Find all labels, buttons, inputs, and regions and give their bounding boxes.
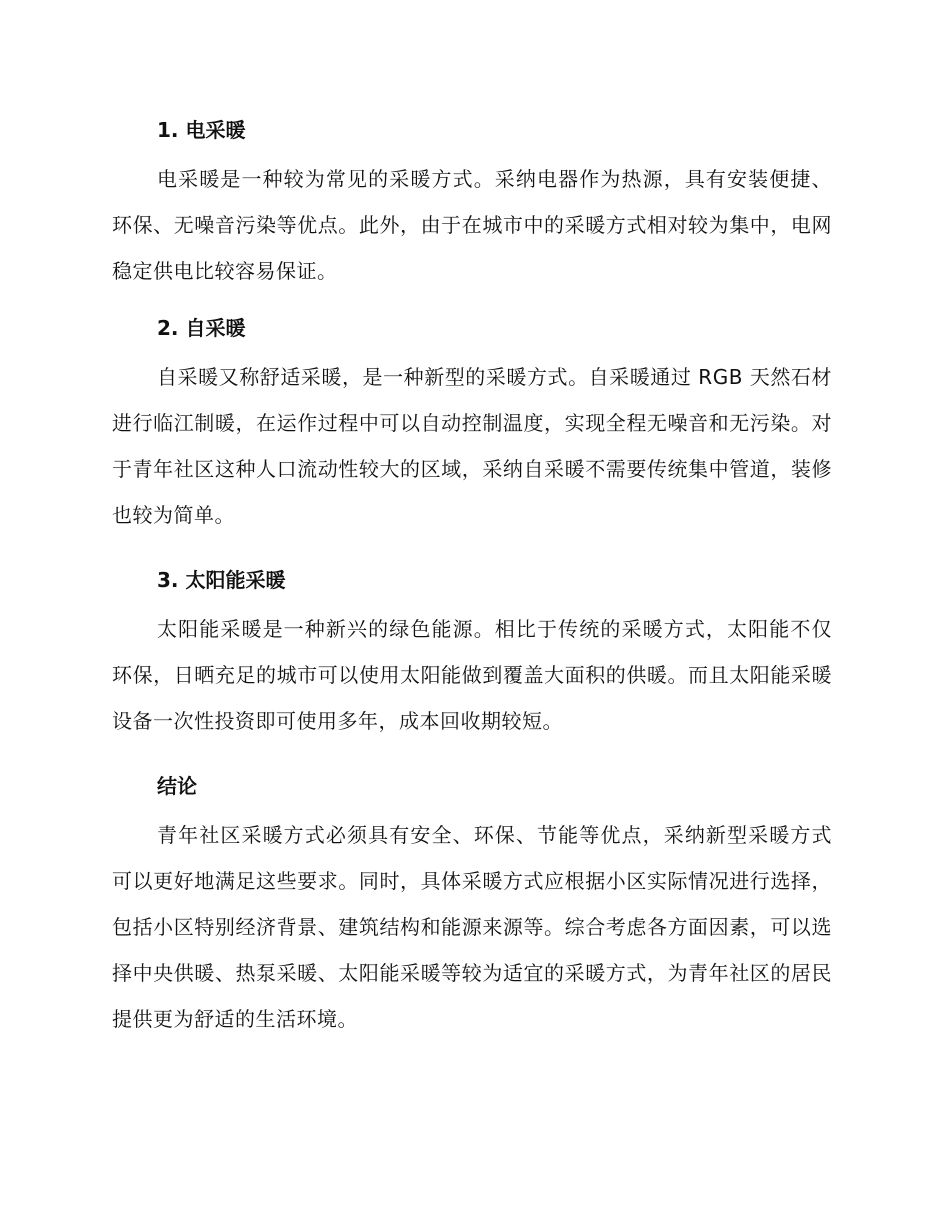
section-solar-heating (112, 562, 832, 762)
section-heading: 结论 (157, 774, 197, 798)
section-heading: 1. 电采暖 (157, 118, 246, 142)
section-paragraph: 电采暖是一种较为常见的采暖方式。采纳电器作为热源，具有安装便捷、环保、无噪音污染等优点。此外，由于在城市中的采暖方式相对较为集中，电网稳定供电比较容易保证。 (112, 167, 832, 283)
section-electric-heating (112, 112, 832, 312)
section-heading: 3. 太阳能采暖 (157, 568, 286, 592)
section-self-heating (112, 310, 832, 556)
section-heading: 2. 自采暖 (157, 316, 246, 340)
section-paragraph: 太阳能采暖是一种新兴的绿色能源。相比于传统的采暖方式，太阳能不仅环保，日晒充足的城市可以使用太阳能做到覆盖大面积的供暖。而且太阳能采暖设备一次性投资即可使用多年，成本回收期较短。 (112, 617, 832, 733)
section-paragraph: 青年社区采暖方式必须具有安全、环保、节能等优点，采纳新型采暖方式可以更好地满足这些要求。同时，具体采暖方式应根据小区实际情况进行选择，包括小区特别经济背景、建筑结构和能源来源等。综合考虑各方面因素，可以选择中央供暖、热泵采暖、太阳能采暖等较为适宜的采暖方式，为青年社区的居民提供更为舒适的生活环境。 (112, 823, 832, 1031)
section-paragraph: 自采暖又称舒适采暖，是一种新型的采暖方式。自采暖通过 RGB 天然石材进行临江制暖，在运作过程中可以自动控制温度，实现全程无噪音和无污染。对于青年社区这种人口流动性较大的区域，采纳自采暖不需要传统集中管道，装修也较为简单。 (112, 365, 832, 527)
section-conclusion (112, 768, 832, 1060)
